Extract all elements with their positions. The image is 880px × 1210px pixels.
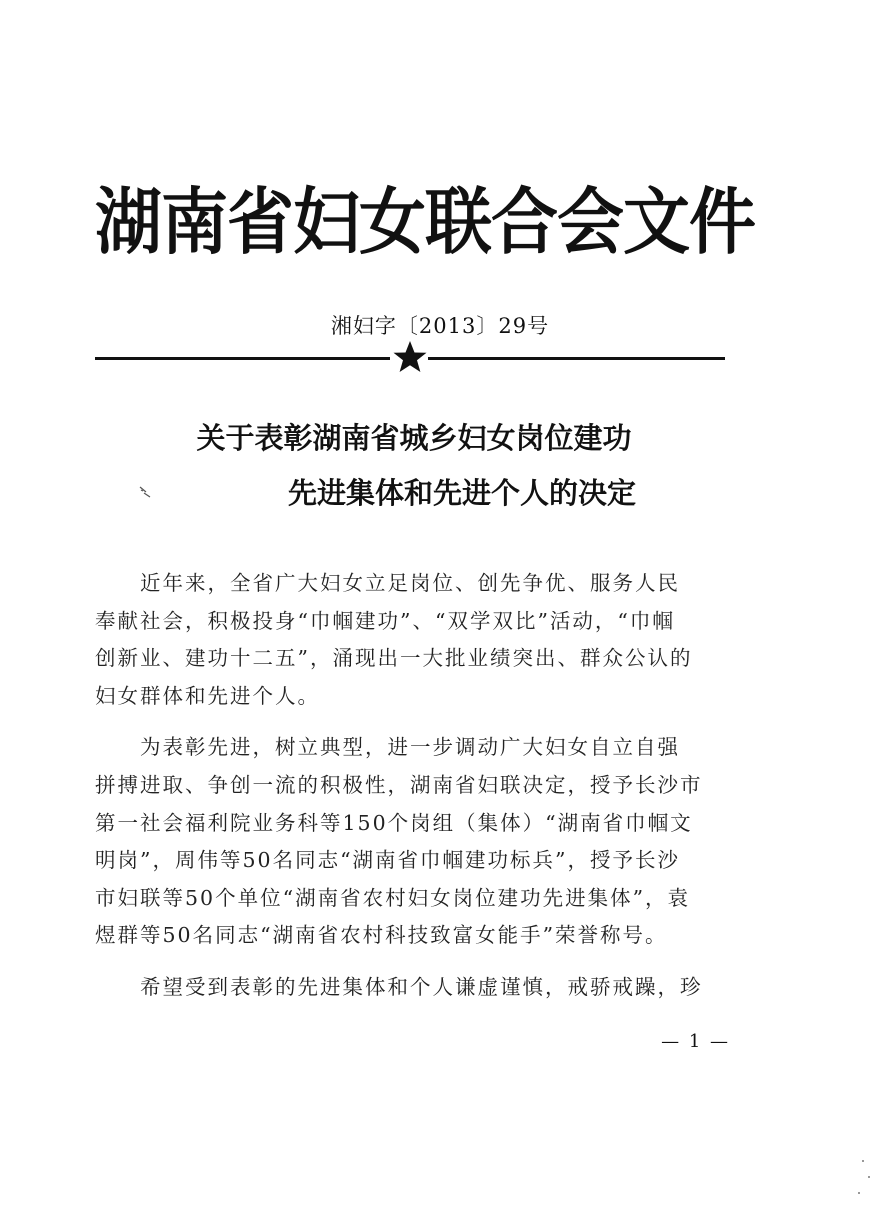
paragraph-gap [95,955,735,969]
body-line: 近年来，全省广大妇女立足岗位、创先争优、服务人民 [95,571,680,595]
scan-speck [862,1160,864,1162]
body-line: 明岗”，周伟等50名同志“湖南省巾帼建功标兵”，授予长沙 [95,848,681,873]
scan-speck [858,1192,860,1194]
body-line: 市妇联等50个单位“湖南省农村妇女岗位建功先进集体”，袁 [95,885,691,910]
body-line: 第一社会福利院业务科等150个岗组（集体）“湖南省巾帼文 [95,810,693,835]
body-line: 为表彰先进，树立典型，进一步调动广大妇女自立自强 [95,735,680,760]
paragraph-gap [95,715,735,729]
body-line: 希望受到表彰的先进集体和个人谦虚谨慎，戒骄戒躁，珍 [95,974,703,999]
document-header-title: 湖南省妇女联合会文件 [95,178,755,265]
header-rule-right [428,357,725,360]
document-number: 湘妇字〔2013〕29号 [330,314,550,338]
body-line: 创新业、建功十二五”，涌现出一大批业绩突出、群众公认的 [95,646,693,671]
body-line: 拼搏进取、争创一流的积极性，湖南省妇联决定，授予长沙市 [95,772,703,797]
decision-title-line2: 先进集体和先进个人的决定 [287,476,636,510]
header-rule-left [95,357,390,360]
page-number: — 1 — [661,1031,730,1052]
body-text [95,565,735,1007]
star-icon [392,339,428,375]
body-line: 奉献社会，积极投身“巾帼建功”、“双学双比”活动，“巾帼 [95,608,675,633]
decision-title-line1: 关于表彰湖南省城乡妇女岗位建功 [196,421,632,455]
body-line: 煜群等50名同志“湖南省农村科技致富女能手”荣誉称号。 [95,923,668,948]
scan-speck [868,1176,870,1178]
body-line: 妇女群体和先进个人。 [95,683,320,708]
